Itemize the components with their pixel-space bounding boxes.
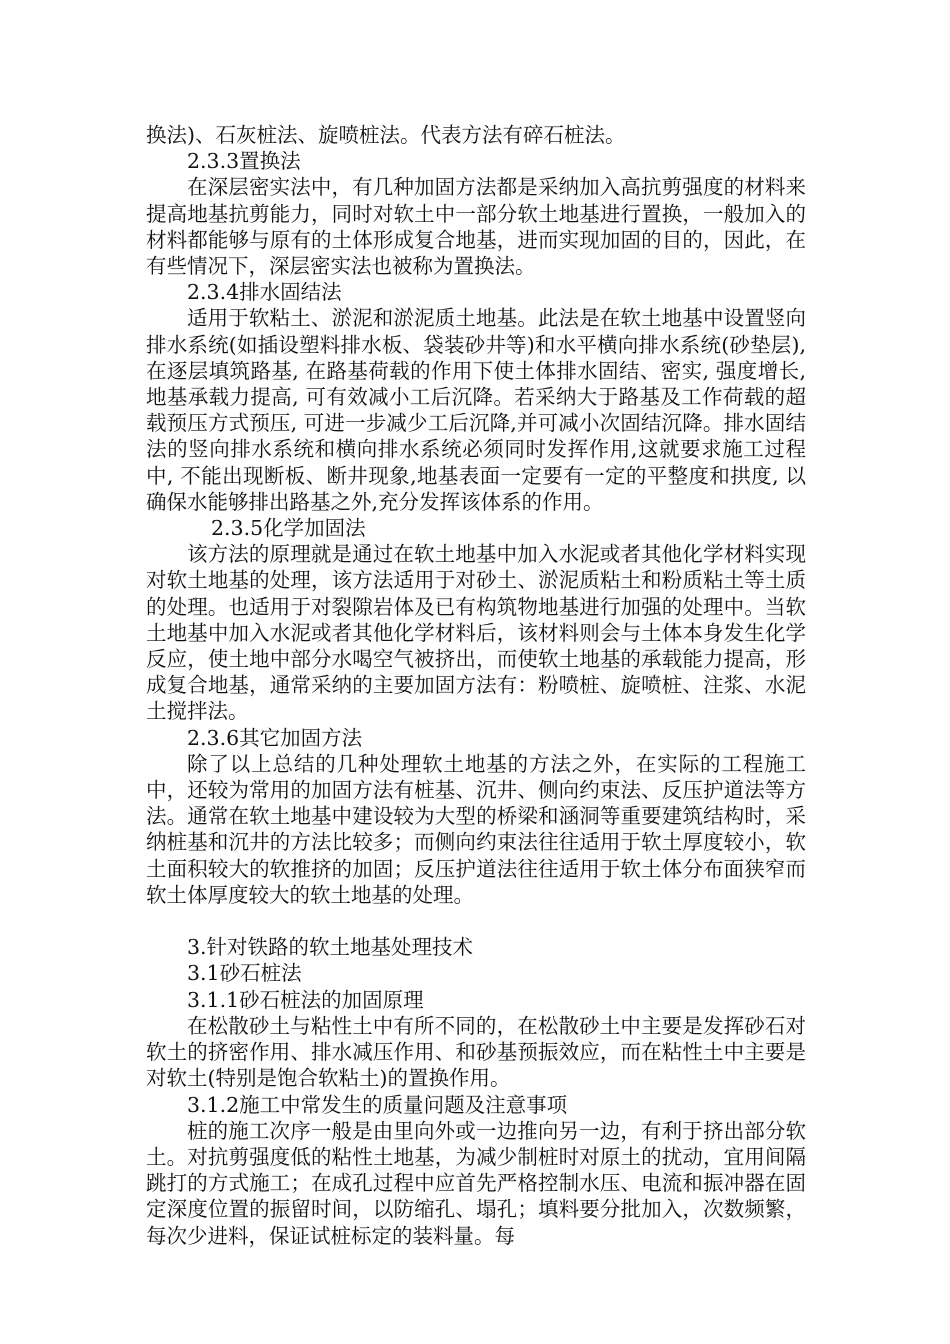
paragraph-continuation: 换法)、石灰桩法、旋喷桩法。代表方法有碎石桩法。: [146, 123, 626, 147]
paragraph-replacement-method: 在深层密实法中，有几种加固方法都是采纳加入高抗剪强度的材料来提高地基抗剪能力，同时对软土中一部分软土地基进行置换，一般加入的材料都能够与原有的土体形成复合地基，进而实现加固的目的，因此，在有些情况下，深层密实法也被称为置换法。: [146, 175, 806, 279]
section-heading-3-1: 3.1砂石桩法: [187, 961, 302, 986]
paragraph-construction-issues: 桩的施工次序一般是由里向外或一边推向另一边，有利于挤出部分软土。对抗剪强度低的粘性土地基，为减少制桩时对原土的扰动，宜用间隔跳打的方式施工；在成孔过程中应首先严格控制水压、电流和振冲器在固定深度位置的振留时间，以防缩孔、塌孔；填料要分批加入，次数频繁，每次少进料，保证试桩标定的装料量。每: [146, 1118, 806, 1248]
paragraph-chemical-reinforcement: 该方法的原理就是通过在软土地基中加入水泥或者其他化学材料实现对软土地基的处理，该方法适用于对砂土、淤泥质粘土和粉质粘土等土质的处理。也适用于对裂隙岩体及已有构筑物地基进行加强的处理中。当软土地基中加入水泥或者其他化学材料后，该材料则会与土体本身发生化学反应，使土地中部分水喝空气被挤出，而使软土地基的承载能力提高，形成复合地基，通常采纳的主要加固方法有：粉喷桩、旋喷桩、注浆、水泥土搅拌法。: [146, 542, 806, 724]
section-heading-2-3-4: 2.3.4排水固结法: [187, 280, 342, 305]
section-heading-3-1-1: 3.1.1砂石桩法的加固原理: [187, 987, 424, 1012]
paragraph-other-methods: 除了以上总结的几种处理软土地基的方法之外，在实际的工程施工中，还较为常用的加固方法有桩基、沉井、侧向约束法、反压护道法等方法。通常在软土地基中建设较为大型的桥梁和涵洞等重要建筑结构时，采纳桩基和沉井的方法比较多；而侧向约束法往往适用于软土厚度较小，软土面积较大的软推挤的加固；反压护道法往往适用于软土体分布面狭窄而软土体厚度较大的软土地基的处理。: [146, 751, 806, 907]
paragraph-gravel-pile-principle: 在松散砂土与粘性土中有所不同的，在松散砂土中主要是发挥砂石对软土的挤密作用、排水减压作用、和砂基预振效应，而在粘性土中主要是对软土(特别是饱合软粘土)的置换作用。: [146, 1013, 806, 1091]
section-heading-2-3-6: 2.3.6其它加固方法: [187, 725, 363, 750]
blank-line: [146, 908, 806, 934]
section-heading-3-1-2: 3.1.2施工中常发生的质量问题及注意事项: [187, 1092, 568, 1117]
paragraph-drainage-consolidation: 适用于软粘土、淤泥和淤泥质土地基。此法是在软土地基中设置竖向排水系统(如插设塑料排水板、袋装砂井等)和水平横向排水系统(砂垫层), 在逐层填筑路基, 在路基荷载的作用下使土体排水固结、密实, 强度增长, 地基承载力提高, 可有效减小工后沉降。若采纳大于路基及工作荷载的超载预压方式预压, 可进一步减少工后沉降,并可减小次固结沉降。排水固结法的竖向排水系统和横向排水系统必须同时发挥作用,这就要求施工过程中, 不能出现断板、断井现象,地基表面一定要有一定的平整度和拱度, 以确保水能够排出路基之外,充分发挥该体系的作用。: [146, 306, 806, 514]
section-heading-3: 3.针对铁路的软土地基处理技术: [187, 935, 474, 960]
section-heading-2-3-3: 2.3.3置换法: [187, 149, 301, 174]
section-heading-2-3-5: 2.3.5化学加固法: [211, 516, 366, 541]
document-body: [146, 122, 806, 1249]
